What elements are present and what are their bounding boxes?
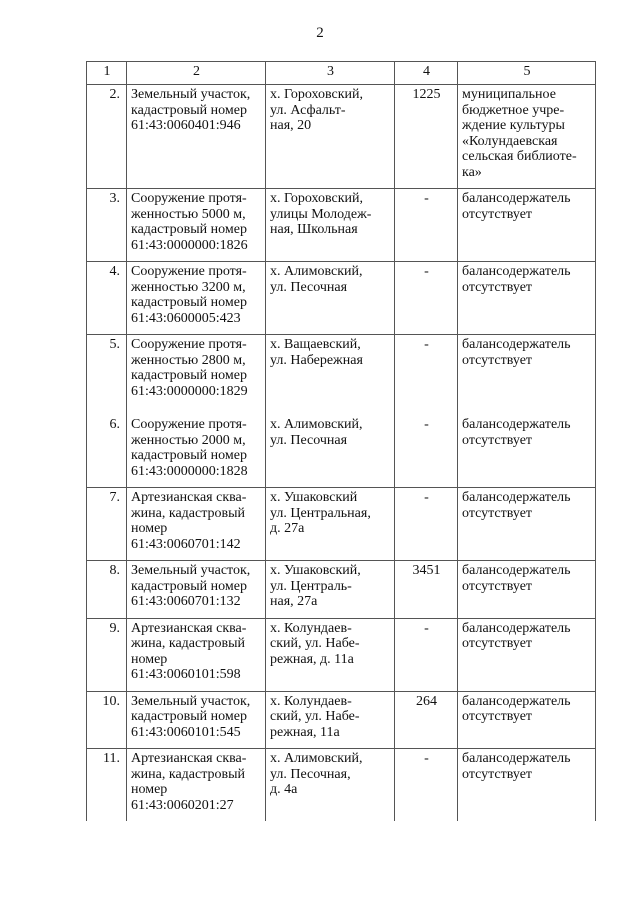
object-description: Земельный участок, кадастровый номер 61:43:0060101:545 bbox=[127, 691, 266, 749]
object-description: Земельный участок, кадастровый номер 61:43:0060401:946 bbox=[127, 85, 266, 189]
balance-holder: балансодержатель отсутствует bbox=[458, 618, 596, 691]
table-body bbox=[87, 85, 596, 822]
object-area: - bbox=[395, 488, 458, 561]
balance-holder: балансодержатель отсутствует bbox=[458, 561, 596, 619]
object-description: Сооружение протя- женностью 2800 м, кадастровый номер 61:43:0000000:1829 bbox=[127, 335, 266, 408]
table-row bbox=[87, 561, 596, 619]
object-address: х. Ушаковский ул. Центральная, д. 27а bbox=[266, 488, 395, 561]
balance-holder: балансодержатель отсутствует bbox=[458, 262, 596, 335]
balance-holder: балансодержатель отсутствует bbox=[458, 749, 596, 822]
object-description: Сооружение протя- женностью 3200 м, кадастровый номер 61:43:0600005:423 bbox=[127, 262, 266, 335]
object-area: - bbox=[395, 749, 458, 822]
table-row bbox=[87, 335, 596, 408]
balance-holder: балансодержатель отсутствует bbox=[458, 189, 596, 262]
column-header-3: 3 bbox=[266, 62, 395, 85]
balance-holder: балансодержатель отсутствует bbox=[458, 691, 596, 749]
table-row bbox=[87, 262, 596, 335]
object-description: Сооружение протя- женностью 5000 м, кадастровый номер 61:43:0000000:1826 bbox=[127, 189, 266, 262]
object-area: - bbox=[395, 189, 458, 262]
object-area: 1225 bbox=[395, 85, 458, 189]
column-header-2: 2 bbox=[127, 62, 266, 85]
object-address: х. Колундаев- ский, ул. Набе- режная, д. 11а bbox=[266, 618, 395, 691]
object-description: Артезианская сква- жина, кадастровый номер 61:43:0060101:598 bbox=[127, 618, 266, 691]
row-number: 9. bbox=[87, 618, 127, 691]
row-number: 4. bbox=[87, 262, 127, 335]
row-number: 10. bbox=[87, 691, 127, 749]
balance-holder: балансодержатель отсутствует bbox=[458, 488, 596, 561]
object-address: х. Алимовский, ул. Песочная bbox=[266, 407, 395, 488]
row-number: 3. bbox=[87, 189, 127, 262]
object-area: - bbox=[395, 618, 458, 691]
object-area: - bbox=[395, 262, 458, 335]
table-row bbox=[87, 85, 596, 189]
column-header-4: 4 bbox=[395, 62, 458, 85]
table-row bbox=[87, 407, 596, 488]
object-address: х. Колундаев- ский, ул. Набе- режная, 11а bbox=[266, 691, 395, 749]
balance-holder: балансодержатель отсутствует bbox=[458, 407, 596, 488]
object-address: х. Ушаковский, ул. Централь- ная, 27а bbox=[266, 561, 395, 619]
table-header bbox=[87, 62, 596, 85]
object-address: х. Ващаевский, ул. Набережная bbox=[266, 335, 395, 408]
header-row bbox=[87, 62, 596, 85]
page-number: 2 bbox=[316, 25, 324, 41]
object-description: Земельный участок, кадастровый номер 61:43:0060701:132 bbox=[127, 561, 266, 619]
table-row bbox=[87, 189, 596, 262]
object-address: х. Гороховский, ул. Асфальт- ная, 20 bbox=[266, 85, 395, 189]
object-description: Сооружение протя- женностью 2000 м, кадастровый номер 61:43:0000000:1828 bbox=[127, 407, 266, 488]
row-number: 2. bbox=[87, 85, 127, 189]
object-address: х. Алимовский, ул. Песочная, д. 4а bbox=[266, 749, 395, 822]
object-description: Артезианская сква- жина, кадастровый номер 61:43:0060201:27 bbox=[127, 749, 266, 822]
row-number: 7. bbox=[87, 488, 127, 561]
property-registry-table bbox=[86, 61, 596, 821]
row-number: 6. bbox=[87, 407, 127, 488]
balance-holder: балансодержатель отсутствует bbox=[458, 335, 596, 408]
object-address: х. Гороховский, улицы Молодеж- ная, Школьная bbox=[266, 189, 395, 262]
object-area: 3451 bbox=[395, 561, 458, 619]
row-number: 8. bbox=[87, 561, 127, 619]
row-number: 11. bbox=[87, 749, 127, 822]
balance-holder: муниципальное бюджетное учре- ждение культуры «Колундаевская сельская библиоте- ка» bbox=[458, 85, 596, 189]
table-row bbox=[87, 691, 596, 749]
object-description: Артезианская сква- жина, кадастровый номер 61:43:0060701:142 bbox=[127, 488, 266, 561]
table-row bbox=[87, 618, 596, 691]
column-header-5: 5 bbox=[458, 62, 596, 85]
object-area: - bbox=[395, 335, 458, 408]
object-area: 264 bbox=[395, 691, 458, 749]
table-row bbox=[87, 749, 596, 822]
object-address: х. Алимовский, ул. Песочная bbox=[266, 262, 395, 335]
column-header-1: 1 bbox=[87, 62, 127, 85]
object-area: - bbox=[395, 407, 458, 488]
row-number: 5. bbox=[87, 335, 127, 408]
table-row bbox=[87, 488, 596, 561]
